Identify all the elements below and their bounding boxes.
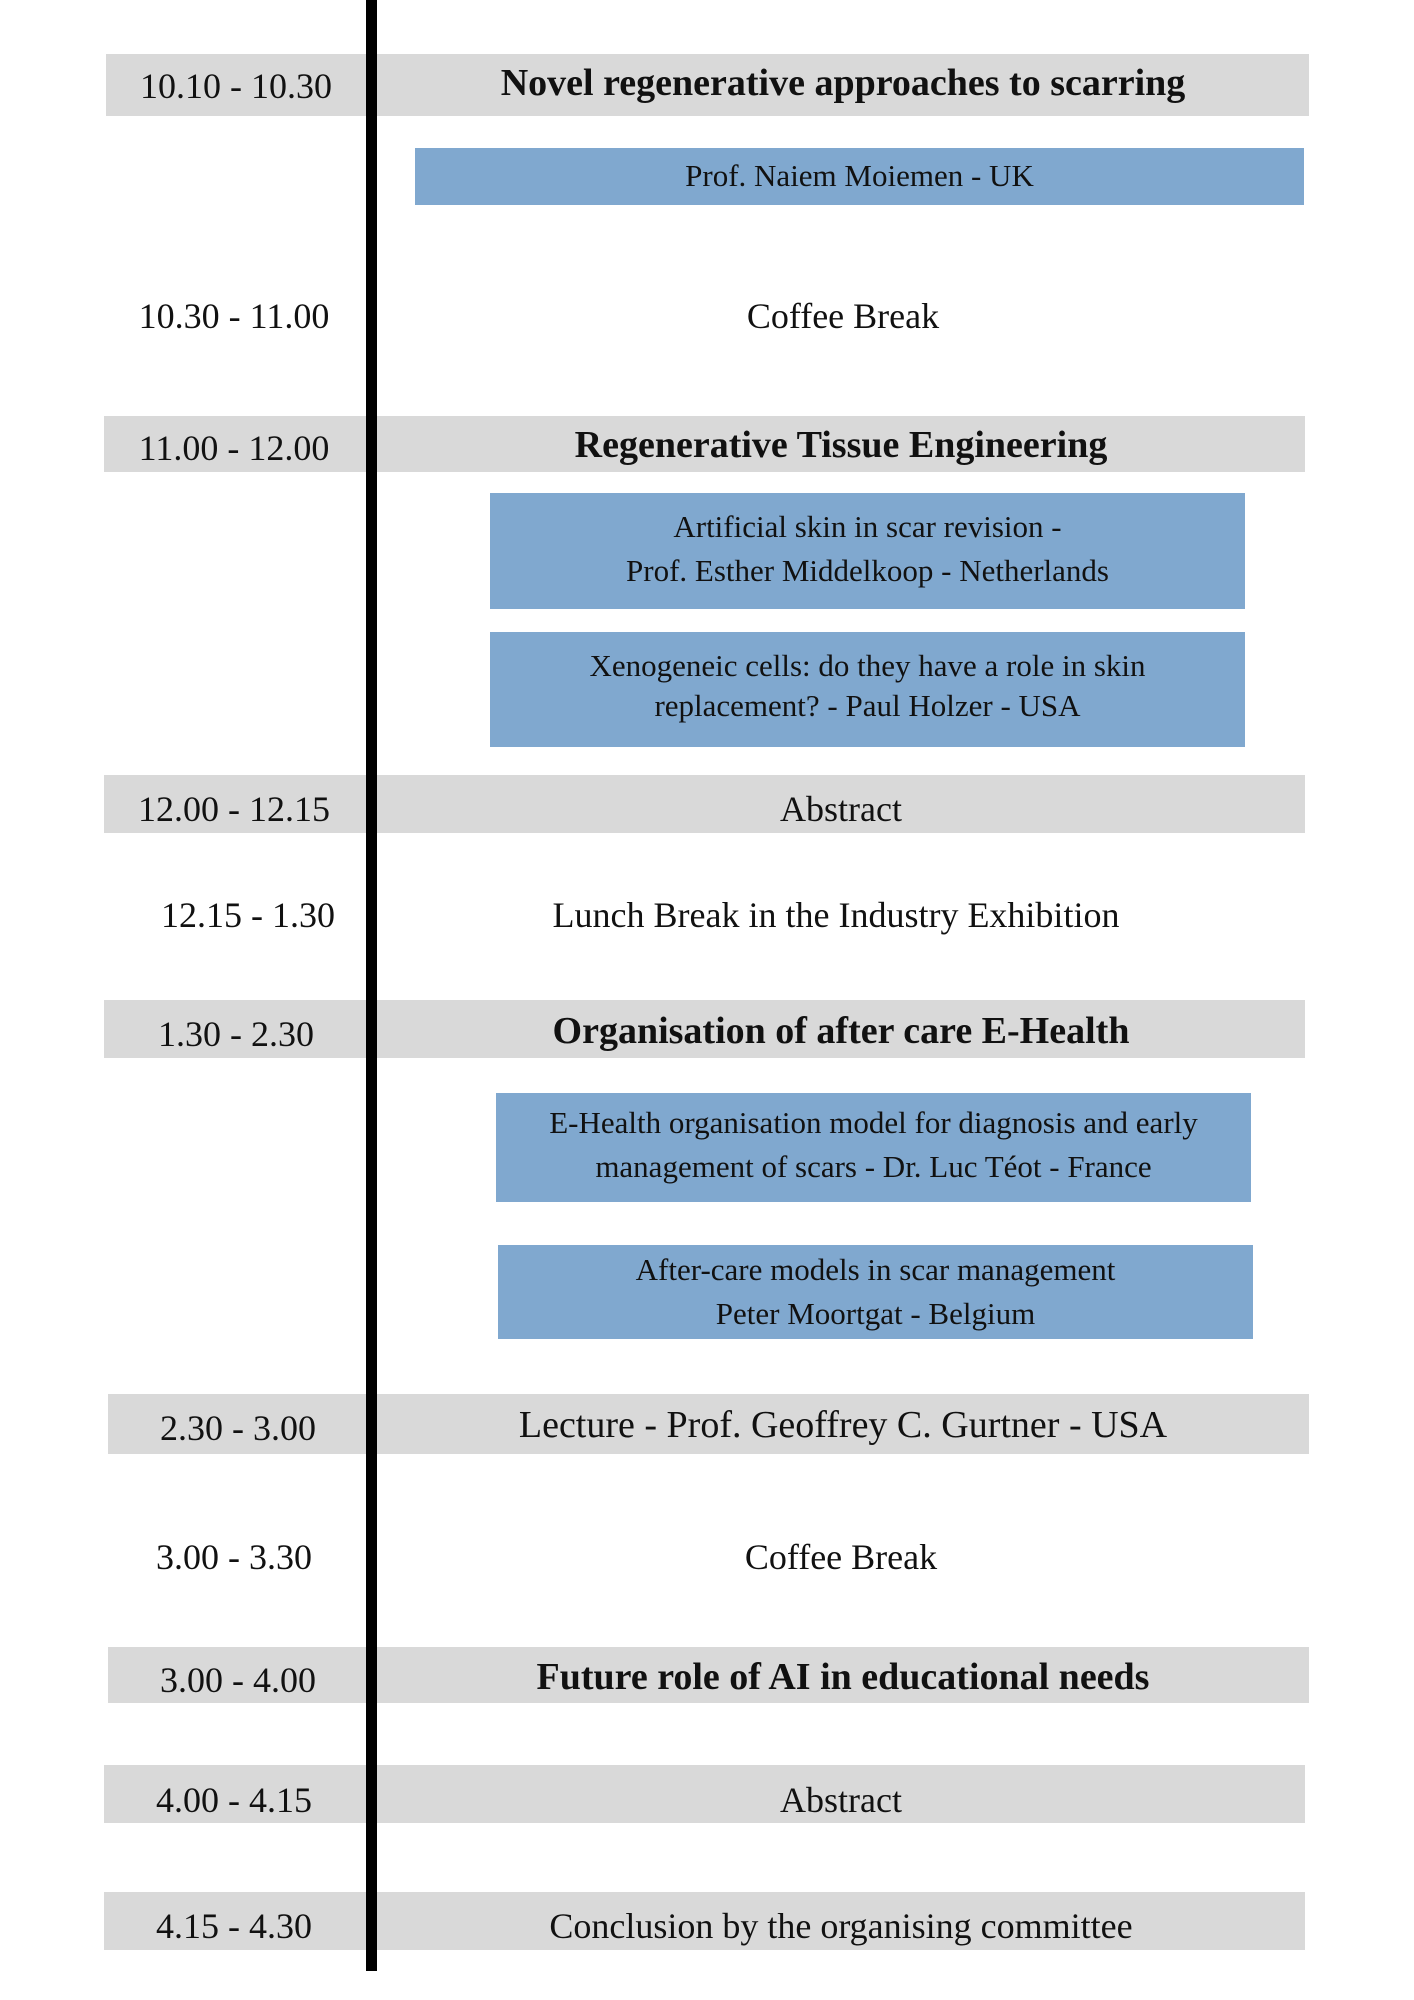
talk-line: Xenogeneic cells: do they have a role in skin [589, 648, 1146, 683]
session-time: 10.30 - 11.00 [138, 296, 330, 336]
session-title: Organisation of after care E-Health [552, 1010, 1130, 1052]
talk-box [498, 1245, 1253, 1339]
talk-line: Prof. Esther Middelkoop - Netherlands [626, 553, 1109, 588]
session-time: 12.00 - 12.15 [138, 789, 330, 829]
session-time: 12.15 - 1.30 [161, 895, 335, 935]
session-title: Coffee Break [744, 1537, 938, 1577]
session-title: Future role of AI in educational needs [536, 1656, 1150, 1698]
talk-line: Peter Moortgat - Belgium [715, 1296, 1036, 1331]
session-title: Lecture - Prof. Geoffrey C. Gurtner - USA [518, 1404, 1168, 1446]
session-time: 11.00 - 12.00 [138, 428, 330, 468]
talk-box [496, 1093, 1251, 1202]
talk-line: replacement? - Paul Holzer - USA [654, 688, 1081, 723]
session-time: 2.30 - 3.00 [160, 1408, 316, 1448]
session-time: 3.00 - 3.30 [156, 1537, 312, 1577]
session-title: Abstract [780, 789, 902, 829]
session-time: 4.15 - 4.30 [156, 1906, 312, 1946]
session-time: 3.00 - 4.00 [160, 1660, 316, 1700]
talk-line: E-Health organisation model for diagnosis and early [549, 1105, 1198, 1140]
session-title: Regenerative Tissue Engineering [574, 424, 1108, 466]
session-title: Lunch Break in the Industry Exhibition [552, 895, 1120, 935]
talk-box [490, 493, 1245, 609]
session-time: 4.00 - 4.15 [156, 1780, 312, 1820]
session-title: Novel regenerative approaches to scarring [500, 62, 1186, 104]
session-title: Conclusion by the organising committee [549, 1906, 1133, 1946]
session-time: 1.30 - 2.30 [158, 1014, 314, 1054]
talk-box [415, 148, 1304, 205]
session-time: 10.10 - 10.30 [140, 66, 332, 106]
talk-line: After-care models in scar management [635, 1252, 1116, 1287]
talk-box [490, 632, 1245, 747]
talk-line: management of scars - Dr. Luc Téot - France [595, 1149, 1152, 1184]
session-title: Abstract [780, 1780, 902, 1820]
talk-line: Artificial skin in scar revision - [673, 509, 1062, 544]
talk-speaker: Prof. Naiem Moiemen - UK [685, 158, 1034, 193]
session-title: Coffee Break [746, 296, 940, 336]
